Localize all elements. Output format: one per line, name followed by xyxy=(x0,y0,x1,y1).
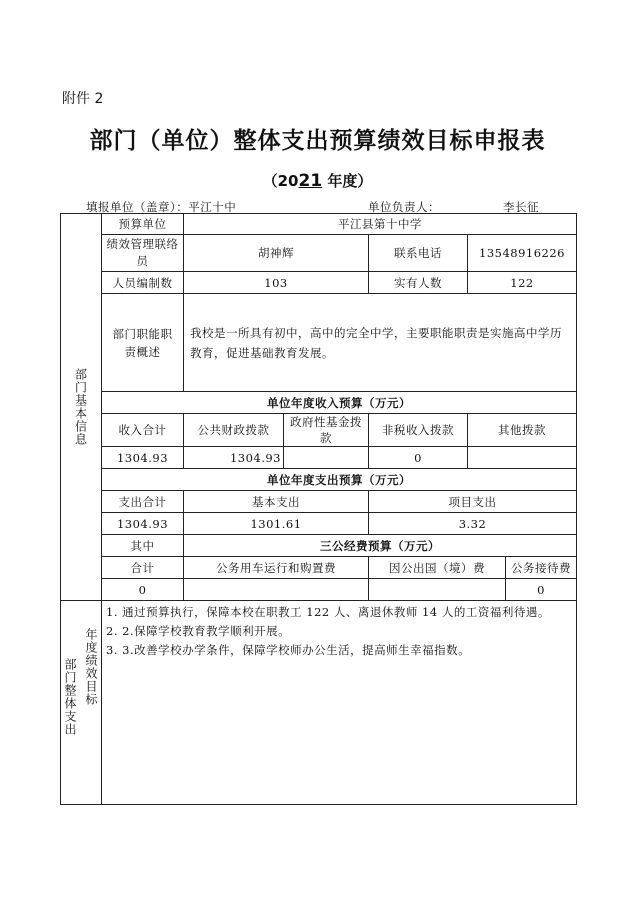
goal-item: 2. 2.保障学校教育教学顺利开展。 xyxy=(106,624,291,638)
contact-label: 绩效管理联络员 xyxy=(102,235,184,272)
goals-label-a: 部门整体支出 xyxy=(63,657,77,736)
goals-label-pair xyxy=(63,628,99,778)
expense-heading: 单位年度支出预算（万元） xyxy=(102,469,577,491)
staff-label: 人员编制数 xyxy=(102,272,184,294)
expense-header-basic: 基本支出 xyxy=(184,491,369,513)
goal-item: 3. 3.改善学校办学条件，保障学校师办公生活，提高师生幸福指数。 xyxy=(106,643,471,657)
three-value-car xyxy=(184,579,369,601)
three-value-reception: 0 xyxy=(506,579,577,601)
phone-label: 联系电话 xyxy=(369,235,468,272)
income-value-nontax: 0 xyxy=(369,447,468,469)
three-header-abroad: 因公出国（境）费 xyxy=(369,557,506,579)
income-value-total: 1304.93 xyxy=(102,447,184,469)
actual-label: 实有人数 xyxy=(369,272,468,294)
filler-label: 填报单位（盖章）： xyxy=(86,200,189,214)
goal-item: 1. 通过预算执行，保障本校在职教工 122 人、离退休教师 14 人的工资福利待遇。 xyxy=(106,605,550,619)
income-header-nontax: 非税收入拨款 xyxy=(369,414,468,447)
year-suffix: 年度） xyxy=(322,172,373,190)
income-value-fund xyxy=(284,447,369,469)
basic-info-section xyxy=(61,214,102,601)
filler-value: 平江十中 xyxy=(188,200,237,214)
duty-label: 部门职能职责概述 xyxy=(102,294,184,392)
expense-value-project: 3.32 xyxy=(369,513,577,535)
contact-value: 胡神辉 xyxy=(184,235,369,272)
income-header-fund: 政府性基金拨款 xyxy=(284,414,369,447)
income-value-public: 1304.93 xyxy=(184,447,284,469)
phone-value: 13548916226 xyxy=(468,235,577,272)
year-number: 21 xyxy=(298,171,323,191)
unit-label: 预算单位 xyxy=(102,214,184,235)
three-public-heading: 三公经费预算（万元） xyxy=(184,535,577,557)
expense-value-basic: 1301.61 xyxy=(184,513,369,535)
duty-value: 我校是一所具有初中，高中的完全中学，主要职能职责是实施高中学历教育，促进基础教育发展。 xyxy=(184,294,577,392)
page-title: 部门（单位）整体支出预算绩效目标申报表 xyxy=(89,128,546,154)
staff-value: 103 xyxy=(184,272,369,294)
income-heading: 单位年度收入预算（万元） xyxy=(102,392,577,414)
goals-section xyxy=(61,601,102,805)
among-label: 其中 xyxy=(102,535,184,557)
budget-form-table xyxy=(60,213,577,805)
expense-header-project: 项目支出 xyxy=(369,491,577,513)
three-value-total: 0 xyxy=(102,579,184,601)
leader-label: 单位负责人： xyxy=(368,200,440,214)
three-header-total: 合计 xyxy=(102,557,184,579)
income-value-other xyxy=(468,447,577,469)
three-value-abroad xyxy=(369,579,506,601)
basic-info-label: 部门基本信息 xyxy=(73,368,88,446)
goals-content xyxy=(102,601,577,805)
attachment-label: 附件 2 xyxy=(62,91,104,107)
actual-value: 122 xyxy=(468,272,577,294)
year-prefix: （20 xyxy=(262,172,299,190)
leader-value: 李长征 xyxy=(503,200,539,214)
income-header-public: 公共财政拨款 xyxy=(184,414,284,447)
three-header-car: 公务用车运行和购置费 xyxy=(184,557,369,579)
expense-value-total: 1304.93 xyxy=(102,513,184,535)
goals-label-b: 年度绩效目标 xyxy=(84,627,98,706)
year-label xyxy=(0,170,635,191)
expense-header-total: 支出合计 xyxy=(102,491,184,513)
unit-value: 平江县第十中学 xyxy=(184,214,577,235)
income-header-other: 其他拨款 xyxy=(468,414,577,447)
income-header-total: 收入合计 xyxy=(102,414,184,447)
three-header-reception: 公务接待费 xyxy=(506,557,577,579)
